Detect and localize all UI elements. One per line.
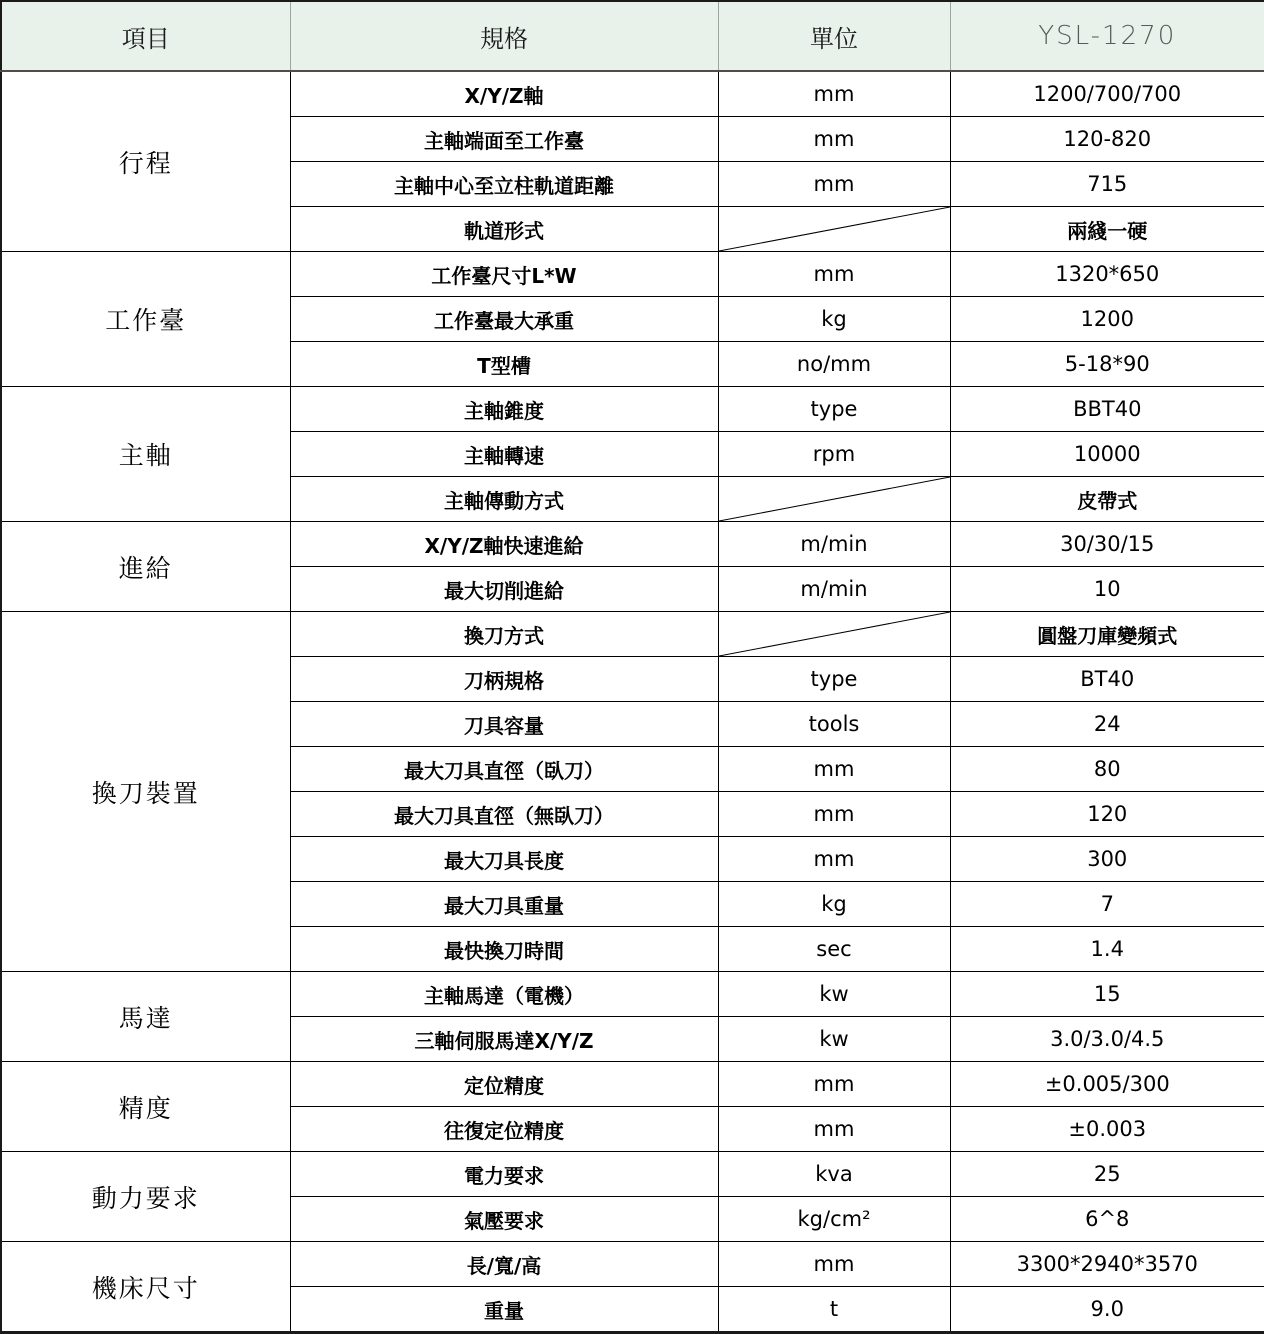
table-row [1,522,1264,567]
diagonal-slash [719,207,950,251]
unit-cell: type [718,387,950,432]
spec-cell: 工作臺尺寸L*W [290,252,718,297]
group-label: 精度 [1,1062,290,1152]
spec-cell: 三軸伺服馬達X/Y/Z [290,1017,718,1062]
unit-cell: mm [718,837,950,882]
value-cell: 25 [950,1152,1264,1197]
spec-cell: 氣壓要求 [290,1197,718,1242]
header-spec: 規格 [290,1,718,71]
spec-cell: 刀具容量 [290,702,718,747]
unit-cell: kw [718,1017,950,1062]
header-row [1,1,1264,71]
unit-cell: t [718,1287,950,1333]
table-row [1,387,1264,432]
value-cell: 715 [950,162,1264,207]
unit-cell: mm [718,252,950,297]
value-cell: BT40 [950,657,1264,702]
spec-cell: 工作臺最大承重 [290,297,718,342]
value-cell: 皮帶式 [950,477,1264,522]
value-cell: 圓盤刀庫變頻式 [950,612,1264,657]
spec-cell: 長/寬/高 [290,1242,718,1287]
table-header [1,1,1264,71]
value-cell: 5-18*90 [950,342,1264,387]
unit-cell: kw [718,972,950,1017]
unit-cell: mm [718,792,950,837]
unit-cell: type [718,657,950,702]
value-cell: 300 [950,837,1264,882]
table-body [1,71,1264,1333]
value-cell: 7 [950,882,1264,927]
spec-cell: X/Y/Z軸 [290,71,718,117]
value-cell: 10000 [950,432,1264,477]
unit-cell: rpm [718,432,950,477]
table-row [1,71,1264,117]
value-cell: 1200/700/700 [950,71,1264,117]
value-cell: ±0.003 [950,1107,1264,1152]
group-label: 換刀裝置 [1,612,290,972]
spec-cell: 主軸傳動方式 [290,477,718,522]
unit-cell: tools [718,702,950,747]
table-row [1,972,1264,1017]
spec-cell: T型槽 [290,342,718,387]
unit-cell: kva [718,1152,950,1197]
table-row [1,1152,1264,1197]
value-cell: BBT40 [950,387,1264,432]
spec-cell: 換刀方式 [290,612,718,657]
group-label: 馬達 [1,972,290,1062]
spec-cell: 往復定位精度 [290,1107,718,1152]
value-cell: 1320*650 [950,252,1264,297]
unit-cell: m/min [718,567,950,612]
unit-cell: mm [718,1062,950,1107]
table-row [1,1242,1264,1287]
unit-cell: sec [718,927,950,972]
value-cell: 24 [950,702,1264,747]
unit-cell: no/mm [718,342,950,387]
spec-cell: 主軸端面至工作臺 [290,117,718,162]
value-cell: 兩綫一硬 [950,207,1264,252]
group-label: 工作臺 [1,252,290,387]
spec-cell: 最大刀具長度 [290,837,718,882]
unit-cell: kg/cm² [718,1197,950,1242]
unit-cell: kg [718,882,950,927]
table-row [1,252,1264,297]
diagonal-slash [719,612,950,656]
value-cell: 120-820 [950,117,1264,162]
value-cell: ±0.005/300 [950,1062,1264,1107]
spec-cell: 最大切削進給 [290,567,718,612]
spec-cell: 重量 [290,1287,718,1333]
unit-cell: m/min [718,522,950,567]
unit-cell: mm [718,117,950,162]
value-cell: 120 [950,792,1264,837]
unit-cell-empty [718,477,950,522]
unit-cell: mm [718,747,950,792]
spec-cell: 最大刀具重量 [290,882,718,927]
spec-cell: 定位精度 [290,1062,718,1107]
group-label: 動力要求 [1,1152,290,1242]
group-label: 機床尺寸 [1,1242,290,1333]
value-cell: 3300*2940*3570 [950,1242,1264,1287]
unit-cell: mm [718,1242,950,1287]
value-cell: 6^8 [950,1197,1264,1242]
spec-cell: X/Y/Z軸快速進給 [290,522,718,567]
value-cell: 1.4 [950,927,1264,972]
table-row [1,1062,1264,1107]
unit-cell: mm [718,162,950,207]
value-cell: 30/30/15 [950,522,1264,567]
spec-cell: 主軸中心至立柱軌道距離 [290,162,718,207]
spec-cell: 電力要求 [290,1152,718,1197]
group-label: 行程 [1,71,290,252]
spec-cell: 最快換刀時間 [290,927,718,972]
spec-cell: 最大刀具直徑（臥刀） [290,747,718,792]
unit-cell-empty [718,207,950,252]
unit-cell-empty [718,612,950,657]
spec-cell: 主軸錐度 [290,387,718,432]
unit-cell: kg [718,297,950,342]
header-unit: 單位 [718,1,950,71]
spec-cell: 刀柄規格 [290,657,718,702]
value-cell: 3.0/3.0/4.5 [950,1017,1264,1062]
table-row [1,612,1264,657]
group-label: 主軸 [1,387,290,522]
header-model: YSL-1270 [950,1,1264,71]
spec-cell: 主軸馬達（電機） [290,972,718,1017]
value-cell: 1200 [950,297,1264,342]
value-cell: 9.0 [950,1287,1264,1333]
value-cell: 10 [950,567,1264,612]
group-label: 進給 [1,522,290,612]
diagonal-slash [719,477,950,521]
unit-cell: mm [718,1107,950,1152]
header-item: 項目 [1,1,290,71]
spec-cell: 軌道形式 [290,207,718,252]
value-cell: 80 [950,747,1264,792]
spec-cell: 主軸轉速 [290,432,718,477]
value-cell: 15 [950,972,1264,1017]
spec-cell: 最大刀具直徑（無臥刀） [290,792,718,837]
unit-cell: mm [718,71,950,117]
